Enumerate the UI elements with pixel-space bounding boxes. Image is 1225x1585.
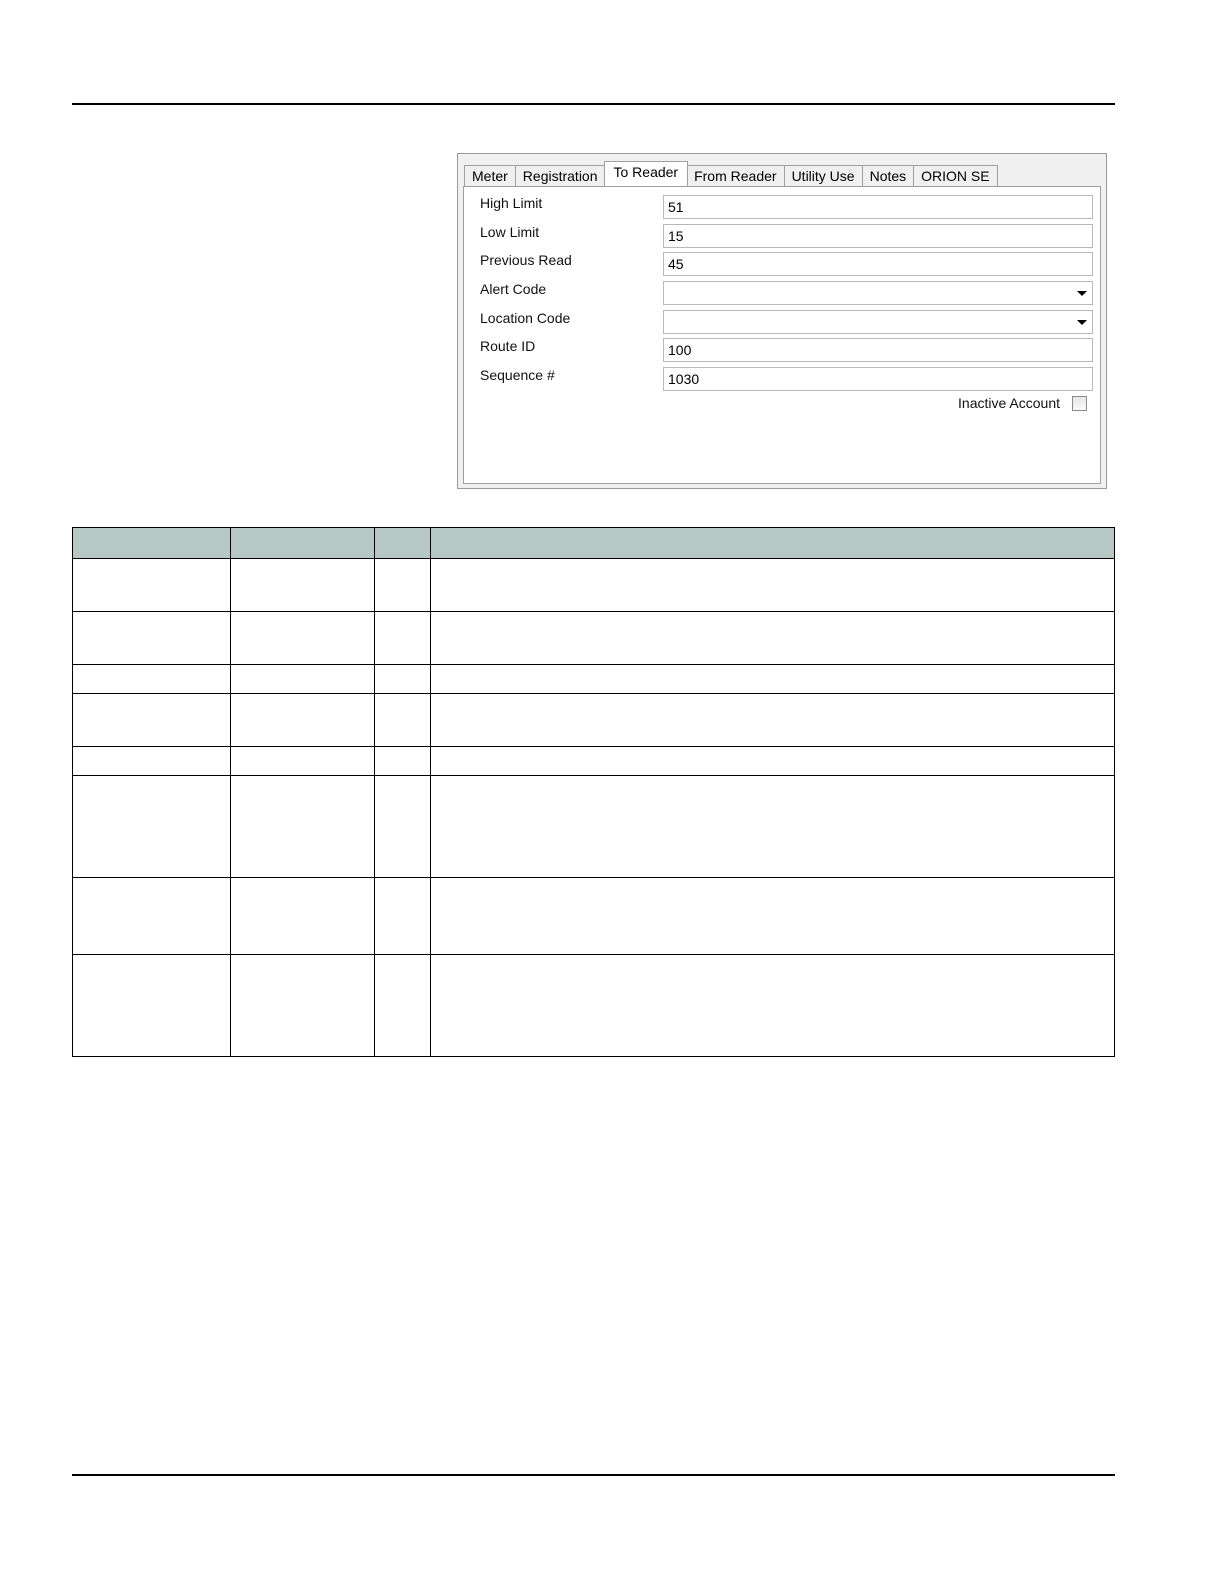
table-cell — [431, 665, 1115, 694]
table-row — [73, 747, 1115, 776]
table-cell — [73, 559, 231, 612]
route-id-label: Route ID — [480, 338, 536, 354]
table-cell — [231, 878, 375, 955]
table-cell — [431, 955, 1115, 1057]
table-cell — [231, 612, 375, 665]
tab-from-reader[interactable]: From Reader — [686, 165, 784, 186]
sequence-label: Sequence # — [480, 367, 555, 383]
previous-read-label: Previous Read — [480, 252, 572, 268]
table-cell — [73, 694, 231, 747]
table-cell — [375, 955, 431, 1057]
location-code-label: Location Code — [480, 310, 571, 326]
table-cell — [375, 665, 431, 694]
high-limit-label: High Limit — [480, 195, 543, 211]
table-cell — [231, 665, 375, 694]
tab-notes[interactable]: Notes — [862, 165, 915, 186]
table-header-row — [73, 528, 1115, 559]
table-cell — [431, 878, 1115, 955]
to-reader-tab-body — [463, 186, 1101, 484]
previous-read-field[interactable]: 45 — [663, 252, 1093, 276]
header-rule — [72, 103, 1115, 105]
table-cell — [375, 747, 431, 776]
table-header-cell — [375, 528, 431, 559]
table-row — [73, 776, 1115, 878]
table-cell — [431, 612, 1115, 665]
low-limit-field[interactable]: 15 — [663, 224, 1093, 248]
table-cell — [431, 559, 1115, 612]
to-reader-window — [457, 153, 1107, 489]
alert-code-dropdown[interactable] — [663, 281, 1093, 305]
tab-meter[interactable]: Meter — [464, 165, 516, 186]
field-description-table — [72, 527, 1115, 1057]
table-cell — [231, 776, 375, 878]
table-cell — [73, 878, 231, 955]
table-cell — [431, 747, 1115, 776]
chevron-down-icon[interactable] — [1077, 320, 1087, 325]
table-cell — [375, 694, 431, 747]
low-limit-label: Low Limit — [480, 224, 540, 240]
inactive-account-checkbox[interactable] — [1072, 396, 1087, 411]
table-row — [73, 559, 1115, 612]
table-row — [73, 694, 1115, 747]
table-cell — [231, 694, 375, 747]
table-header-cell — [231, 528, 375, 559]
table-cell — [73, 776, 231, 878]
table-cell — [73, 955, 231, 1057]
tab-registration[interactable]: Registration — [515, 165, 606, 186]
tab-to-reader[interactable]: To Reader — [604, 161, 689, 186]
table-header-cell — [431, 528, 1115, 559]
table-cell — [73, 665, 231, 694]
sequence-field[interactable]: 1030 — [663, 367, 1093, 391]
table-row — [73, 878, 1115, 955]
table-cell — [73, 612, 231, 665]
table-header-cell — [73, 528, 231, 559]
high-limit-field[interactable]: 51 — [663, 195, 1093, 219]
table-cell — [375, 776, 431, 878]
alert-code-label: Alert Code — [480, 281, 547, 297]
table-cell — [375, 612, 431, 665]
table-cell — [431, 694, 1115, 747]
table-cell — [431, 776, 1115, 878]
table-cell — [73, 747, 231, 776]
footer-rule — [72, 1474, 1115, 1476]
chevron-down-icon[interactable] — [1077, 291, 1087, 296]
table-cell — [231, 747, 375, 776]
tab-utility-use[interactable]: Utility Use — [784, 165, 863, 186]
tab-orion-se[interactable]: ORION SE — [913, 165, 997, 186]
route-id-field[interactable]: 100 — [663, 338, 1093, 362]
table-row — [73, 612, 1115, 665]
inactive-account-label: Inactive Account — [958, 395, 1060, 411]
tab-bar — [464, 162, 997, 186]
table-row — [73, 955, 1115, 1057]
table-row — [73, 665, 1115, 694]
table-cell — [375, 878, 431, 955]
table-cell — [231, 559, 375, 612]
table-cell — [231, 955, 375, 1057]
table-cell — [375, 559, 431, 612]
location-code-dropdown[interactable] — [663, 310, 1093, 334]
